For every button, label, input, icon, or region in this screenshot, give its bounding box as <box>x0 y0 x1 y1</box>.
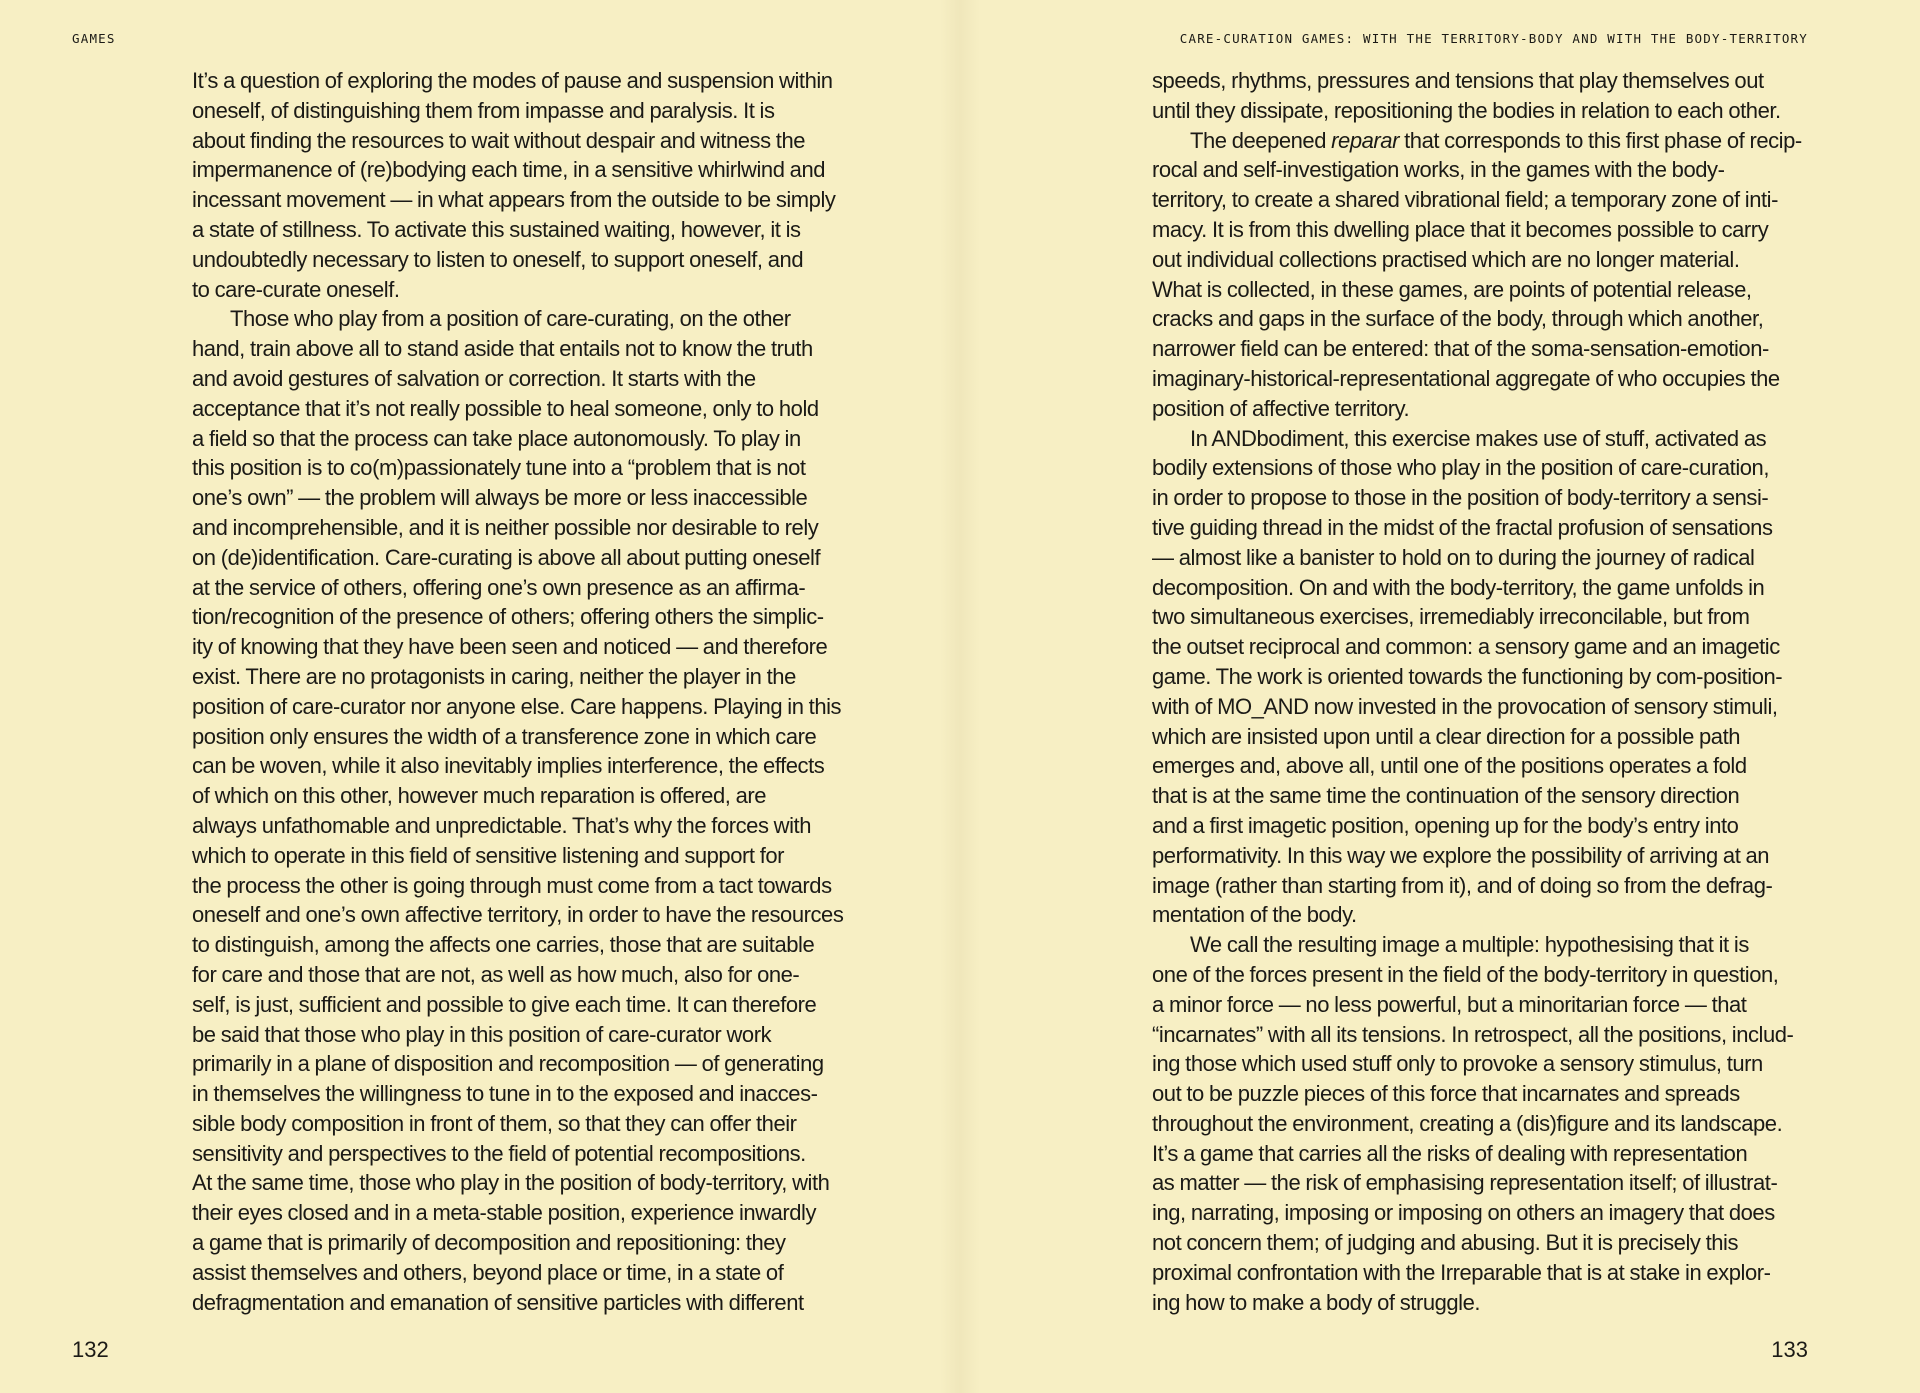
text-line: and avoid gestures of salvation or correction. It starts with the <box>192 365 756 391</box>
text-line: hand, train above all to stand aside that entails not to know the truth <box>192 336 813 362</box>
text-line: the process the other is going through must come from a tact towards <box>192 872 832 898</box>
text-line: sible body composition in front of them, so that they can offer their <box>192 1110 797 1136</box>
text-line: which to operate in this field of sensitive listening and support for <box>192 842 785 868</box>
text-line: throughout the environment, creating a (dis)figure and its landscape. <box>1152 1110 1783 1136</box>
text-line: speeds, rhythms, pressures and tensions that play themselves out <box>1152 68 1764 93</box>
left-body-text <box>192 66 892 1317</box>
text-line: out individual collections practised which are no longer material. <box>1152 246 1740 272</box>
text-line: territory, to create a shared vibrational field; a temporary zone of inti- <box>1152 187 1778 213</box>
text-line: rocal and self-investigation works, in the games with the body- <box>1152 157 1725 183</box>
text-line: sensitivity and perspectives to the field of potential recompositions. <box>192 1140 806 1166</box>
text-line: to care-curate oneself. <box>192 276 400 302</box>
text-line: self, is just, sufficient and possible to give each time. It can therefore <box>192 991 817 1017</box>
text-line: that is at the same time the continuation of the sensory direction <box>1152 783 1740 809</box>
text-line: out to be puzzle pieces of this force that incarnates and spreads <box>1152 1081 1740 1107</box>
text-line: this position is to co(m)passionately tune into a “problem that is not <box>192 455 806 481</box>
text-line <box>1152 126 1812 156</box>
text-line: imaginary-historical-representational aggregate of who occupies the <box>1152 365 1780 391</box>
text-line: one’s own” — the problem will always be more or less inaccessible <box>192 485 808 511</box>
text-line: about finding the resources to wait without despair and witness the <box>192 127 806 153</box>
text-line: undoubtedly necessary to listen to oneself, to support oneself, and <box>192 246 804 272</box>
text-segment: The deepened <box>1190 127 1332 153</box>
italic-term: reparar <box>1331 127 1399 153</box>
text-line: on (de)identification. Care-curating is above all about putting oneself <box>192 544 821 570</box>
text-line: with of MO_AND now invested in the provocation of sensory stimuli, <box>1152 693 1778 719</box>
text-line: until they dissipate, repositioning the bodies in relation to each other. <box>1152 97 1781 123</box>
text-line: can be woven, while it also inevitably implies interference, the effects <box>192 753 825 779</box>
text-line: not concern them; of judging and abusing. But it is precisely this <box>1152 1230 1739 1256</box>
text-line: primarily in a plane of disposition and recomposition — of generating <box>192 1051 824 1077</box>
text-line: Those who play from a position of care-curating, on the other <box>230 306 791 332</box>
text-line: ing, narrating, imposing or imposing on others an imagery that does <box>1152 1200 1775 1226</box>
text-line: to distinguish, among the affects one carries, those that are suitable <box>192 932 815 958</box>
right-page-number: 133 <box>1771 1337 1808 1362</box>
text-line: tion/recognition of the presence of others; offering others the simplic- <box>192 604 824 630</box>
text-line: their eyes closed and in a meta-stable position, experience inwardly <box>192 1200 817 1226</box>
text-line: It’s a question of exploring the modes of pause and suspension within <box>192 68 833 93</box>
text-line: in order to propose to those in the position of body-territory a sensi- <box>1152 485 1769 511</box>
text-line: a field so that the process can take place autonomously. To play in <box>192 425 801 451</box>
text-line: and incomprehensible, and it is neither possible nor desirable to rely <box>192 514 819 540</box>
text-line: cracks and gaps in the surface of the body, through which another, <box>1152 306 1764 332</box>
left-page-number: 132 <box>72 1337 109 1362</box>
text-line: exist. There are no protagonists in caring, neither the player in the <box>192 663 796 689</box>
text-line: a game that is primarily of decomposition and repositioning: they <box>192 1230 786 1256</box>
text-line: oneself and one’s own affective territory, in order to have the resources <box>192 902 844 928</box>
text-line: ing how to make a body of struggle. <box>1152 1289 1481 1315</box>
text-line: macy. It is from this dwelling place that it becomes possible to carry <box>1152 216 1769 242</box>
text-line: — almost like a banister to hold on to during the journey of radical <box>1152 544 1755 570</box>
text-line: at the service of others, offering one’s own presence as an affirma- <box>192 574 806 600</box>
text-line: position of care-curator nor anyone else. Care happens. Playing in this <box>192 693 842 719</box>
text-line: be said that those who play in this position of care-curator work <box>192 1021 772 1047</box>
text-line: oneself, of distinguishing them from impasse and paralysis. It is <box>192 97 775 123</box>
text-line: We call the resulting image a multiple: hypothesising that it is <box>1190 932 1749 958</box>
text-line: At the same time, those who play in the position of body-territory, with <box>192 1170 830 1196</box>
right-running-head: CARE-CURATION GAMES: WITH THE TERRITORY-BODY AND WITH THE BODY-TERRITORY <box>1179 31 1808 46</box>
text-line: as matter — the risk of emphasising representation itself; of illustrat- <box>1152 1170 1778 1196</box>
right-page <box>960 0 1920 1393</box>
text-line: of which on this other, however much reparation is offered, are <box>192 783 767 809</box>
text-line: decomposition. On and with the body-territory, the game unfolds in <box>1152 574 1765 600</box>
text-line: ity of knowing that they have been seen and noticed — and therefore <box>192 634 828 660</box>
right-body-text <box>1152 66 1812 1317</box>
text-line: acceptance that it’s not really possible to heal someone, only to hold <box>192 395 819 421</box>
text-segment: that corresponds to this first phase of recip- <box>1398 127 1802 153</box>
text-line: for care and those that are not, as well as how much, also for one- <box>192 961 800 987</box>
text-line: the outset reciprocal and common: a sensory game and an imagetic <box>1152 634 1780 660</box>
text-line: In ANDbodiment, this exercise makes use of stuff, activated as <box>1190 425 1767 451</box>
text-line: a minor force — no less powerful, but a minoritarian force — that <box>1152 991 1747 1017</box>
text-line: defragmentation and emanation of sensitive particles with different <box>192 1289 804 1315</box>
text-line: impermanence of (re)bodying each time, in a sensitive whirlwind and <box>192 157 826 183</box>
text-line: which are insisted upon until a clear direction for a possible path <box>1152 723 1741 749</box>
text-line: proximal confrontation with the Irreparable that is at stake in explor- <box>1152 1259 1771 1285</box>
text-line: and a first imagetic position, opening up for the body’s entry into <box>1152 812 1739 838</box>
text-line: two simultaneous exercises, irremediably irreconcilable, but from <box>1152 604 1750 630</box>
text-line: It’s a game that carries all the risks of dealing with representation <box>1152 1140 1748 1166</box>
text-line: bodily extensions of those who play in the position of care-curation, <box>1152 455 1769 481</box>
text-line: always unfathomable and unpredictable. That’s why the forces with <box>192 812 811 838</box>
text-line: a state of stillness. To activate this sustained waiting, however, it is <box>192 216 801 242</box>
text-line: emerges and, above all, until one of the positions operates a fold <box>1152 753 1747 779</box>
text-line: incessant movement — in what appears from the outside to be simply <box>192 187 836 213</box>
text-line: What is collected, in these games, are points of potential release, <box>1152 276 1752 302</box>
text-line: “incarnates” with all its tensions. In retrospect, all the positions, includ- <box>1152 1021 1794 1047</box>
text-line: position only ensures the width of a transference zone in which care <box>192 723 817 749</box>
text-line: in themselves the willingness to tune in to the exposed and inacces- <box>192 1081 818 1107</box>
text-line: position of affective territory. <box>1152 395 1410 421</box>
text-line: mentation of the body. <box>1152 902 1357 928</box>
text-line: narrower field can be entered: that of the soma-sensation-emotion- <box>1152 336 1769 362</box>
text-line: performativity. In this way we explore the possibility of arriving at an <box>1152 842 1770 868</box>
text-line: ing those which used stuff only to provoke a sensory stimulus, turn <box>1152 1051 1763 1077</box>
text-line: tive guiding thread in the midst of the fractal profusion of sensations <box>1152 514 1773 540</box>
text-line: one of the forces present in the field of the body-territory in question, <box>1152 961 1779 987</box>
text-line: assist themselves and others, beyond place or time, in a state of <box>192 1259 784 1285</box>
left-running-head: GAMES <box>72 31 116 46</box>
text-line: game. The work is oriented towards the functioning by com-position- <box>1152 663 1783 689</box>
text-line: image (rather than starting from it), and of doing so from the defrag- <box>1152 872 1773 898</box>
